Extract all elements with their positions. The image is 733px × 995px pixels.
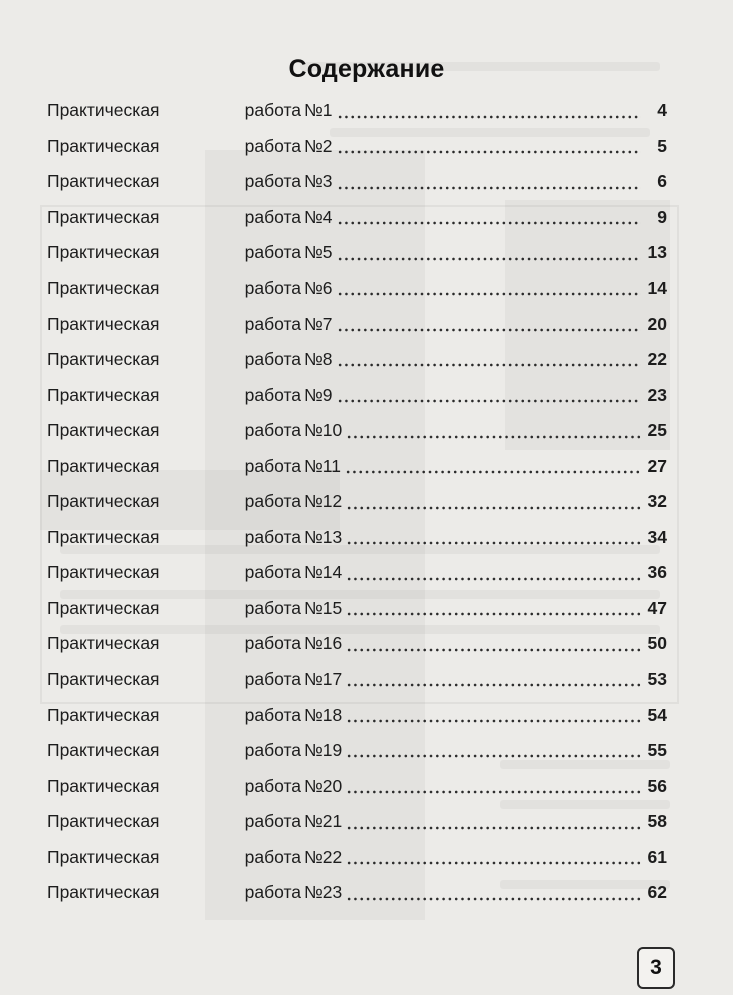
toc-entry-number: №19 (304, 740, 343, 761)
toc-entry-word1: Практическая (47, 811, 160, 832)
toc-entry-word1: Практическая (47, 135, 160, 156)
toc-entry-number: №7 (304, 313, 333, 334)
dot-leader (337, 280, 641, 298)
toc-entry-label (47, 278, 301, 299)
dot-leader (346, 529, 641, 547)
toc-entry-number: №18 (304, 704, 343, 725)
toc-entry-page: 27 (647, 455, 667, 476)
toc-entry (47, 377, 667, 413)
toc-entry-label (47, 242, 301, 263)
toc-entry-page: 50 (647, 633, 667, 654)
toc-entry (47, 875, 667, 911)
toc-entry-page: 6 (657, 171, 667, 192)
toc-entry-word1: Практическая (47, 420, 160, 441)
toc-entry (47, 306, 667, 342)
toc-entry-number: №8 (304, 349, 333, 370)
dot-leader (346, 849, 641, 867)
toc-entry-page: 56 (647, 775, 667, 796)
toc-entry-word2: работа (244, 242, 301, 263)
toc-entry-word1: Практическая (47, 349, 160, 370)
toc-entry (47, 804, 667, 840)
toc-entry-page: 23 (647, 384, 667, 405)
toc-entry-label (47, 882, 301, 903)
toc-entry-label (47, 669, 301, 690)
toc-entry-word1: Практическая (47, 278, 160, 298)
toc-entry-page: 61 (647, 846, 667, 867)
toc-entry-label (47, 349, 301, 370)
toc-entry-page: 58 (647, 811, 667, 832)
toc-entry (47, 164, 667, 200)
toc-entry-page: 34 (647, 526, 667, 547)
toc-entry-number: №22 (304, 846, 343, 867)
toc-entry-word1: Практическая (47, 882, 160, 903)
toc-entry-label (47, 776, 301, 797)
toc-entry-word1: Практическая (47, 704, 160, 725)
toc-entry-number: №11 (304, 455, 341, 476)
toc-entry-page: 55 (647, 740, 667, 761)
toc-entry-word2: работа (244, 740, 301, 761)
toc-entry-word1: Практическая (47, 775, 160, 796)
toc-entry-page: 5 (657, 135, 667, 156)
toc-entry-number: №10 (304, 420, 343, 441)
toc-entry-label (47, 527, 301, 548)
toc-entry-number: №12 (304, 491, 343, 512)
toc-entry-number: №6 (304, 278, 333, 298)
toc-entry-page: 4 (657, 100, 667, 121)
dot-leader (346, 671, 641, 689)
toc-entry-label (47, 207, 301, 228)
toc-entry (47, 555, 667, 591)
dot-leader (346, 742, 641, 760)
toc-entry-word1: Практическая (47, 740, 160, 761)
toc-entry (47, 626, 667, 662)
toc-entry (47, 520, 667, 556)
toc-entry-label (47, 705, 301, 726)
toc-entry-word2: работа (244, 491, 301, 512)
toc-entry-label (47, 740, 301, 761)
toc-entry (47, 129, 667, 165)
toc-entry-label (47, 314, 301, 335)
toc-entry-number: №21 (304, 811, 343, 832)
page-number: 3 (637, 947, 675, 989)
dot-leader (346, 635, 641, 653)
toc-entry-number: №13 (304, 526, 343, 547)
toc-entry-page: 14 (647, 278, 667, 298)
dot-leader (346, 706, 641, 724)
toc-entry-page: 54 (647, 704, 667, 725)
toc-entry-number: №15 (304, 597, 343, 618)
dot-leader (337, 351, 641, 369)
toc-entry (47, 235, 667, 271)
toc-entry-number: №1 (304, 100, 333, 121)
toc-entry-word2: работа (244, 171, 301, 192)
toc-entry-word2: работа (244, 349, 301, 370)
toc-entry-word1: Практическая (47, 384, 160, 405)
toc-entry-label (47, 171, 301, 192)
toc-entry-number: №23 (304, 882, 343, 903)
toc-entry-word2: работа (244, 206, 301, 227)
dot-leader (337, 138, 641, 156)
toc-entry-page: 53 (647, 669, 667, 690)
toc-entry (47, 413, 667, 449)
toc-entry-page: 36 (647, 562, 667, 583)
toc-entry-number: №20 (304, 775, 343, 796)
toc-entry-page: 22 (647, 349, 667, 370)
toc-entry-number: №17 (304, 669, 343, 690)
toc-entry-word2: работа (244, 100, 301, 121)
toc-entry-label (47, 456, 301, 477)
toc-entry (47, 733, 667, 769)
toc-entry-label (47, 633, 301, 654)
toc-entry-word1: Практическая (47, 669, 160, 690)
toc-entry-label (47, 811, 301, 832)
toc-entry-word2: работа (244, 455, 301, 476)
toc-entry-word1: Практическая (47, 242, 160, 263)
toc-entry-word1: Практическая (47, 491, 160, 512)
toc-entry-word2: работа (244, 633, 301, 654)
toc-entry-label (47, 847, 301, 868)
toc-entry-page: 20 (647, 313, 667, 334)
toc-entry-word2: работа (244, 704, 301, 725)
toc-entry (47, 839, 667, 875)
toc-entry (47, 697, 667, 733)
toc-entry-word1: Практическая (47, 526, 160, 547)
dot-leader (346, 777, 641, 795)
toc-entry-label (47, 562, 301, 583)
toc-entry (47, 484, 667, 520)
dot-leader (346, 564, 641, 582)
toc-entry (47, 342, 667, 378)
toc-entry-word1: Практическая (47, 562, 160, 583)
toc-entry (47, 768, 667, 804)
toc-entry-word2: работа (244, 669, 301, 690)
toc-entry-label (47, 598, 301, 619)
toc-entry-word1: Практическая (47, 597, 160, 618)
toc-entry-word1: Практическая (47, 100, 160, 121)
toc-entry-word2: работа (244, 526, 301, 547)
toc-entry-label (47, 100, 301, 121)
toc-entry-word2: работа (244, 384, 301, 405)
dot-leader (337, 102, 641, 120)
toc-entry-page: 62 (647, 882, 667, 903)
toc-entry (47, 93, 667, 129)
toc-entry-word2: работа (244, 811, 301, 832)
toc-entry-word1: Практическая (47, 206, 160, 227)
toc-entry-page: 13 (647, 242, 667, 263)
toc-entry-word1: Практическая (47, 633, 160, 654)
page-title: Содержание (288, 54, 445, 83)
toc-entry-word2: работа (244, 278, 301, 298)
toc-entry-word2: работа (244, 313, 301, 334)
toc-entry (47, 448, 667, 484)
dot-leader (346, 422, 641, 440)
toc-entry-word2: работа (244, 775, 301, 796)
dot-leader (346, 493, 641, 511)
toc-entry-number: №14 (304, 562, 343, 583)
toc-entry-number: №16 (304, 633, 343, 654)
toc-entry-label (47, 136, 301, 157)
toc-entry-number: №2 (304, 135, 333, 156)
dot-leader (337, 386, 641, 404)
dot-leader (346, 813, 641, 831)
toc-entry-page: 25 (647, 420, 667, 441)
dot-leader (346, 884, 641, 902)
toc-entry (47, 271, 667, 307)
toc-entry-word1: Практическая (47, 455, 160, 476)
table-of-contents (47, 93, 667, 911)
dot-leader (337, 244, 641, 262)
toc-entry-word2: работа (244, 597, 301, 618)
toc-entry-word1: Практическая (47, 171, 160, 192)
toc-entry-word1: Практическая (47, 846, 160, 867)
dot-leader (345, 457, 641, 475)
toc-entry-number: №3 (304, 171, 333, 192)
toc-entry-page: 32 (647, 491, 667, 512)
toc-entry-word2: работа (244, 562, 301, 583)
toc-entry-word1: Практическая (47, 313, 160, 334)
toc-entry (47, 200, 667, 236)
toc-entry-word2: работа (244, 846, 301, 867)
dot-leader (337, 209, 641, 227)
toc-entry-label (47, 385, 301, 406)
dot-leader (337, 173, 641, 191)
toc-entry-page: 9 (657, 206, 667, 227)
toc-entry-number: №9 (304, 384, 333, 405)
toc-entry-number: №5 (304, 242, 333, 263)
toc-entry-page: 47 (647, 597, 667, 618)
toc-entry-word2: работа (244, 882, 301, 903)
dot-leader (337, 315, 641, 333)
toc-entry (47, 591, 667, 627)
dot-leader (346, 600, 641, 618)
toc-entry-label (47, 420, 301, 441)
toc-entry-label (47, 491, 301, 512)
toc-entry-word2: работа (244, 420, 301, 441)
toc-entry-number: №4 (304, 206, 333, 227)
toc-entry-word2: работа (244, 135, 301, 156)
toc-entry (47, 662, 667, 698)
